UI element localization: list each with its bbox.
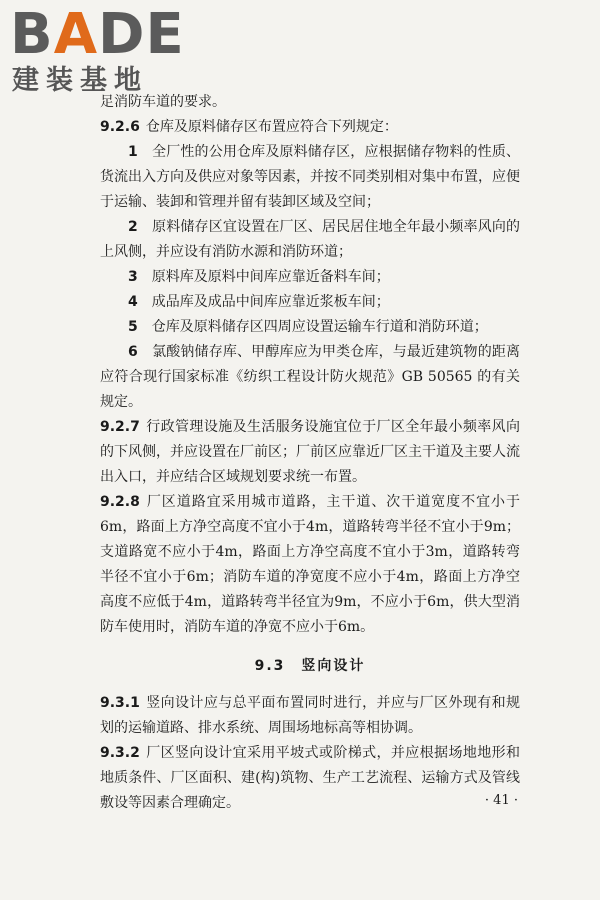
logo-letter-b: B: [10, 2, 54, 67]
item-text: 仓库及原料储存区四周应设置运输车行道和消防环道；: [151, 319, 488, 335]
continuation-paragraph: [100, 90, 520, 115]
clause-number: 9.3.2: [100, 745, 140, 761]
clause-number: 9.3.1: [100, 695, 140, 711]
clause-paragraph: [100, 115, 520, 140]
clause-number: 9.2.8: [100, 494, 140, 510]
clause-text: 行政管理设施及生活服务设施宜位于厂区全年最小频率风向的下风侧，并应设置在厂前区；厂前区应靠近厂区主干道及主要人流出入口，并应结合区域规划要求统一布置。: [100, 419, 520, 485]
item-text: 原料储存区宜设置在厂区、居民居住地全年最小频率风向的上风侧，并应设有消防水源和消防环道；: [100, 219, 521, 260]
item-number: 4: [128, 294, 138, 310]
list-item: [100, 140, 520, 215]
logo-letter-a-accent: A: [53, 2, 99, 67]
paragraph-text: 足消防车道的要求。: [100, 94, 226, 110]
clause-paragraph: [100, 691, 520, 741]
item-text: 成品库及成品中间库应靠近浆板车间；: [151, 294, 390, 310]
list-item: [100, 315, 520, 340]
item-number: 6: [128, 344, 138, 360]
list-item: [100, 265, 520, 290]
item-number: 5: [128, 319, 138, 335]
clause-text: 竖向设计应与总平面布置同时进行，并应与厂区外现有和规划的运输道路、排水系统、周围场地标高等相协调。: [100, 695, 520, 736]
clause-text: 厂区竖向设计宜采用平坡式或阶梯式，并应根据场地地形和地质条件、厂区面积、建(构)筑物、生产工艺流程、运输方式及管线敷设等因素合理确定。: [100, 745, 520, 811]
item-text: 氯酸钠储存库、甲醇库应为甲类仓库，与最近建筑物的距离应符合现行国家标准《纺织工程设计防火规范》GB 50565 的有关规定。: [100, 344, 521, 410]
clause-number: 9.2.7: [100, 419, 140, 435]
clause-number: 9.2.6: [100, 119, 140, 135]
item-number: 2: [128, 219, 138, 235]
logo-wordmark: [10, 2, 185, 67]
list-item: [100, 340, 520, 415]
item-text: 原料库及原料中间库应靠近备料车间；: [151, 269, 390, 285]
section-heading: 9.3 竖向设计: [254, 658, 366, 674]
clause-paragraph: [100, 415, 520, 490]
list-item: [100, 290, 520, 315]
item-number: 3: [128, 269, 138, 285]
list-item: [100, 215, 520, 265]
page-number: · 41 ·: [484, 793, 518, 808]
item-text: 全厂性的公用仓库及原料储存区，应根据储存物料的性质、货流出入方向及供应对象等因素，并按不同类别相对集中布置，应便于运输、装卸和管理并留有装卸区域及空间；: [100, 144, 521, 210]
clause-paragraph: [100, 741, 520, 816]
item-number: 1: [128, 144, 138, 160]
clause-text: 仓库及原料储存区布置应符合下列规定：: [145, 119, 398, 135]
logo-letters-de: DE: [98, 2, 185, 67]
document-body: [100, 90, 520, 816]
bade-logo: [10, 2, 185, 96]
logo-subtitle: 建装基地: [12, 65, 148, 96]
clause-text: 厂区道路宜采用城市道路，主干道、次干道宽度不宜小于6m，路面上方净空高度不宜小于4m，道路转弯半径不宜小于9m；支道路宽不应小于4m，路面上方净空高度不宜小于3m，道路转弯半径不宜小于6m；消防车道的净宽度不应小于4m，路面上方净空高度不应低于4m，道路转弯半径宜为9m，不应小于6m，供大型消防车使用时，消防车道的净宽不应小于6m。: [100, 494, 520, 635]
clause-paragraph: [100, 490, 520, 640]
